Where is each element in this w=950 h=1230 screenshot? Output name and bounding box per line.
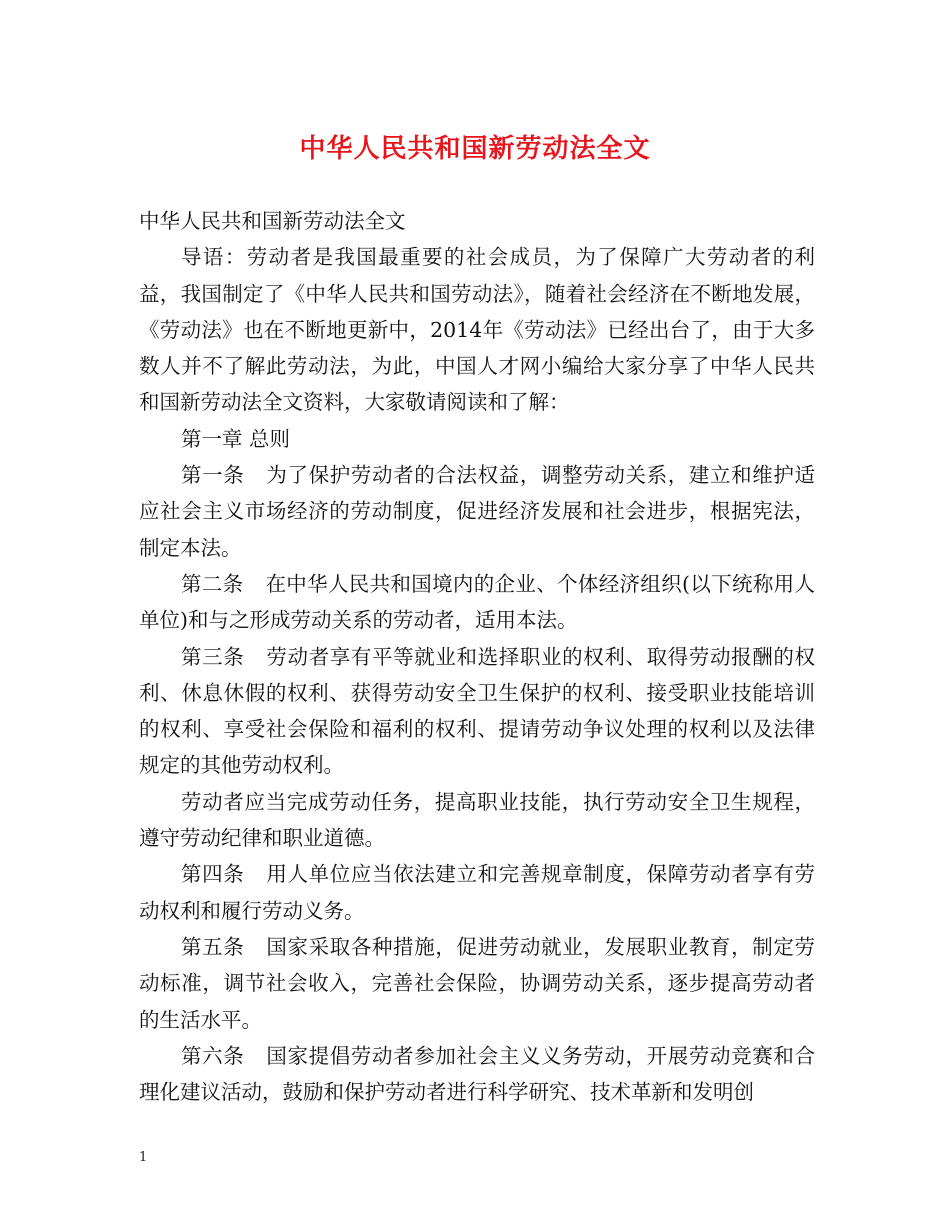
article-6-text: 国家提倡劳动者参加社会主义义务劳动，开展劳动竞赛和合理化建议活动，鼓励和保护劳动者进行科学研究、技术革新和发明创 [139, 1043, 815, 1105]
article-4 [139, 856, 815, 929]
document-subtitle: 中华人民共和国新劳动法全文 [139, 209, 406, 233]
article-2-head: 第二条 [181, 571, 244, 596]
article-4-text: 用人单位应当依法建立和完善规章制度，保障劳动者享有劳动权利和履行劳动义务。 [139, 862, 815, 923]
article-3 [139, 639, 815, 784]
article-1-text: 为了保护劳动者的合法权益，调整劳动关系，建立和维护适应社会主义市场经济的劳动制度，促进经济发展和社会进步，根据宪法，制定本法。 [139, 463, 815, 560]
document-title: 中华人民共和国新劳动法全文 [299, 134, 651, 164]
article-3-continuation [139, 784, 815, 857]
article-6 [139, 1038, 815, 1111]
article-4-head: 第四条 [181, 862, 245, 887]
article-5 [139, 929, 815, 1038]
article-3-text: 劳动者享有平等就业和选择职业的权利、取得劳动报酬的权利、休息休假的权利、获得劳动安全卫生保护的权利、接受职业技能培训的权利、享受社会保险和福利的权利、提请劳动争议处理的权利以及法律规定的其他劳动权利。 [139, 644, 815, 778]
article-3-continuation-text: 劳动者应当完成劳动任务，提高职业技能，执行劳动安全卫生规程，遵守劳动纪律和职业道德。 [139, 789, 815, 851]
article-1 [139, 457, 815, 566]
article-5-text: 国家采取各种措施，促进劳动就业，发展职业教育，制定劳动标准，调节社会收入，完善社会保险，协调劳动关系，逐步提高劳动者的生活水平。 [139, 934, 815, 1032]
article-2-text: 在中华人民共和国境内的企业、个体经济组织(以下统称用人单位)和与之形成劳动关系的劳动者，适用本法。 [139, 571, 815, 633]
article-3-head: 第三条 [181, 644, 245, 669]
chapter-heading: 第一章 总则 [181, 426, 291, 451]
article-6-head: 第六条 [181, 1043, 245, 1068]
intro-paragraph: 导语：劳动者是我国最重要的社会成员，为了保障广大劳动者的利益，我国制定了《中华人民共和国劳动法》，随着社会经济在不断地发展，《劳动法》也在不断地更新中，2014年《劳动法》已经出台了，由于大多数人并不了解此劳动法，为此，中国人才网小编给大家分享了中华人民共和国新劳动法全文资料，大家敬请阅读和了解： [139, 245, 815, 415]
page-number: 1 [139, 1150, 148, 1165]
article-5-head: 第五条 [181, 934, 245, 959]
article-1-head: 第一条 [181, 463, 245, 488]
article-2 [139, 566, 815, 639]
document-body [139, 203, 815, 1110]
